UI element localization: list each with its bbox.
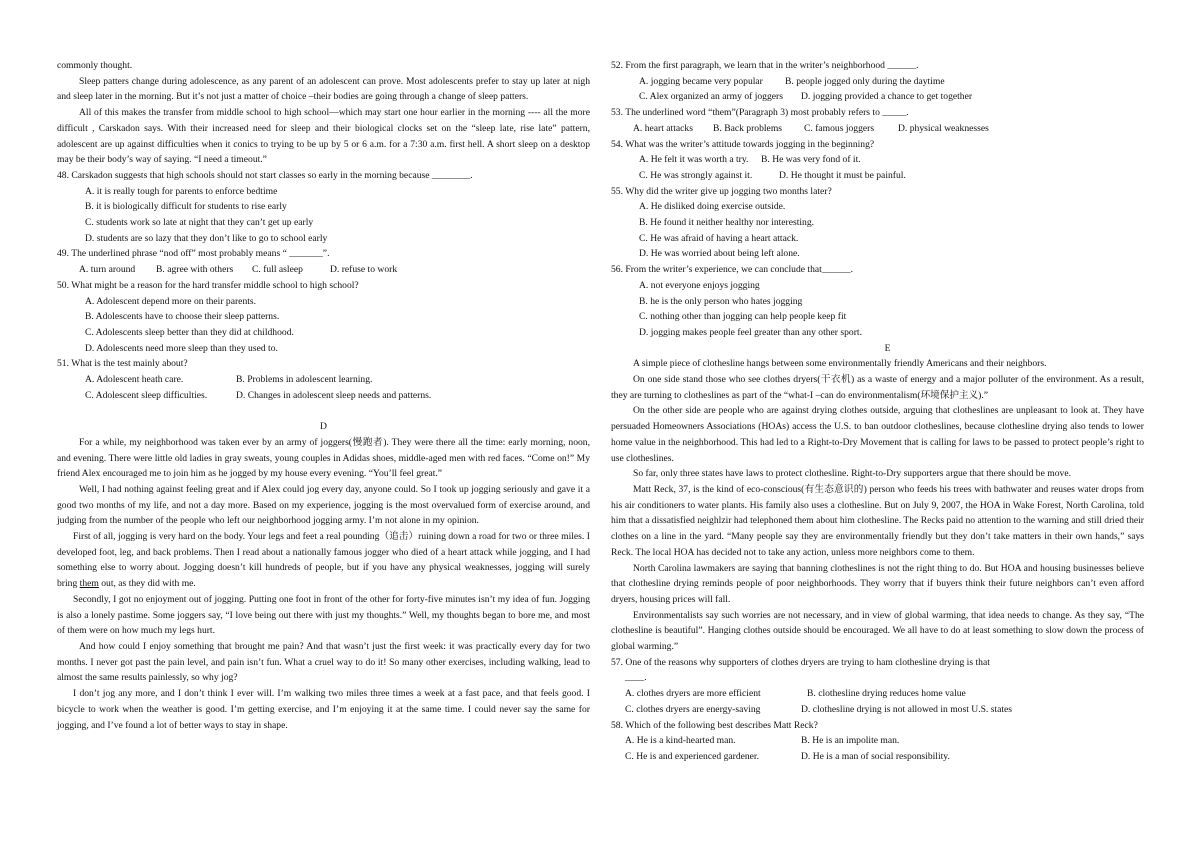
question-54: [611, 137, 1144, 184]
question-stem: 57. One of the reasons why supporters of clothes dryers are trying to ham clothesline drying is that: [611, 656, 990, 668]
option: C. He is and experienced gardener.: [625, 750, 759, 762]
question-stem: 55. Why did the writer give up jogging two months later?: [611, 185, 832, 197]
paragraph: On the other side are people who are against drying clothes outside, arguing that clotheslines are unpleasant to look at. They have persuaded Homeowners Associations (HOAs) access the U.S. to ban outdoor clotheslines, because clothesline drying also tends to lower home value in the neighborhood. This had led to a Right-to-Dry Movement that is calling for laws to be passed to protect people’s right to use clotheslines.: [611, 405, 1144, 464]
option: D. Changes in adolescent sleep needs and patterns.: [236, 389, 432, 401]
option: C. Adolescent sleep difficulties.: [85, 389, 208, 401]
question-stem: 58. Which of the following best describes Matt Reck?: [611, 719, 818, 731]
question-stem: 52. From the first paragraph, we learn that in the writer’s neighborhood ______.: [611, 60, 919, 71]
question-56: [611, 262, 1144, 341]
paragraph: Secondly, I got no enjoyment out of jogging. Putting one foot in front of the other for forty-five minutes isn’t my idea of fun. Jogging is also a lonely pastime. Some joggers say, “I love being out there with just my thoughts.” Well, my thoughts began to bore me, and most of them were on how much my legs hurt.: [57, 593, 590, 637]
option-row: [611, 168, 1144, 184]
option: A. not everyone enjoys jogging: [639, 279, 760, 291]
option: B. Adolescents have to choose their sleep patterns.: [85, 311, 280, 323]
option: D. He was worried about being left alone.: [639, 248, 800, 260]
option: C. full asleep: [252, 264, 303, 276]
option-row: [57, 372, 590, 388]
option-row: [611, 89, 1144, 105]
question-stem-blank: ____.: [625, 672, 647, 684]
option-row: [611, 152, 1144, 168]
option: A. turn around: [79, 264, 136, 276]
paragraph: Sleep patters change during adolescence, as any parent of an adolescent can prove. Most adolescents prefer to stay up later at nigh and sleep later in the morning. But it’s not just a matter of choice –their bodies are going through a change of sleep patters.: [57, 75, 590, 103]
left-column: [57, 58, 590, 733]
option: A. Adolescent depend more on their parents.: [85, 295, 257, 307]
paragraph: I don’t jog any more, and I don’t think I ever will. I’m walking two miles three times a week at a fast pace, and that feels good. I bicycle to work when the weather is good. I’m getting exercise, and I’m enjoying it at the same time. I could never say the same for jogging, and I’ve found a lot of better ways to stay in shape.: [57, 688, 590, 731]
option: D. Adolescents need more sleep than they used to.: [85, 342, 278, 354]
option: D. He is a man of social responsibility.: [801, 750, 950, 762]
question-stem: 50. What might be a reason for the hard transfer middle school to high school?: [57, 279, 359, 291]
question-48: [57, 168, 590, 247]
paragraph: Matt Reck, 37, is the kind of eco-conscious(有生态意识的) person who feeds his trees with bathwater and reuses water drops from his air conditioners to water plants. His family also uses a clothesline. But on July 9, 2007, the HOA in Wake Forest, North Carolina, told him that a dissatisfied neighlzir had telephoned them about him clothesline. The Recks paid no attention to the warning and still dried their clothes on a line in the yard. “Many people say they are environmentally friendly but they don’t take matters in their own hands,” says Reck. The local HOA has decided not to take any action, unless more neighbors come to them.: [611, 483, 1144, 558]
question-stem: 51. What is the test mainly about?: [57, 358, 188, 370]
option: C. nothing other than jogging can help people keep fit: [639, 311, 847, 323]
question-50: [57, 278, 590, 357]
right-column: [611, 58, 1144, 765]
question-stem: 53. The underlined word “them”(Paragraph 3) most probably refers to _____.: [611, 107, 909, 119]
paragraph: On one side stand those who see clothes dryers(干衣机) as a waste of energy and a major polluter of the environment. As a result, they are turning to clotheslines as part of the “what-I –can do environmentalism(环境保护主义).”: [611, 374, 1144, 401]
paragraph: Environmentalists say such worries are not necessary, and in view of global warming, that idea needs to change. As they say, “The clothesline is beautiful”. Hanging clothes outside should be encouraged. We all have to do at least something to slow down the process of global warming.”: [611, 609, 1144, 653]
underlined-word: them: [79, 578, 99, 590]
option: A. jogging became very popular: [639, 75, 763, 87]
option-row: [611, 74, 1144, 90]
option: D. clothesline drying is not allowed in most U.S. states: [801, 703, 1013, 715]
section-heading-e: E: [884, 342, 891, 354]
option: D. He thought it must be painful.: [779, 169, 906, 181]
option-row: [611, 733, 1144, 749]
option: D. jogging makes people feel greater than any other sport.: [639, 326, 862, 338]
option: A. He disliked doing exercise outside.: [639, 201, 786, 213]
paragraph: A simple piece of clothesline hangs between some environmentally friendly Americans and their neighbors.: [633, 358, 1047, 370]
question-58: [611, 718, 1144, 765]
question-stem: 48. Carskadon suggests that high schools should not start classes so early in the morning because ________.: [57, 169, 473, 181]
paragraph: [57, 529, 590, 592]
option: B. Back problems: [713, 122, 783, 134]
option: C. Adolescents sleep better than they did at childhood.: [85, 326, 294, 338]
section-heading-d: D: [320, 421, 327, 433]
text-run: First of all, jogging is very hard on the body. Your legs and feet a real pounding（追击）ruining down a road for two or three miles. I developed foot, leg, and back problems. Then I read about a nationally famous jogger who died of a heart attack while jogging, and I had something else to worry about. Jogging doesn’t kill hundreds of people, but if you have any physical weaknesses, jogging will surely bring: [57, 531, 590, 590]
option: D. students are so lazy that they don’t like to go to school early: [85, 232, 328, 244]
paragraph: So far, only three states have laws to protect clothesline. Right-to-Dry supporters argue that there should be move.: [633, 468, 1071, 480]
question-53: [611, 105, 1144, 136]
option: B. it is biologically difficult for students to rise early: [85, 201, 287, 213]
option: D. refuse to work: [330, 264, 398, 276]
option: B. He found it neither healthy nor interesting.: [639, 217, 815, 229]
option: B. he is the only person who hates jogging: [639, 295, 803, 307]
option: B. people jogged only during the daytime: [785, 75, 945, 87]
paragraph: Well, I had nothing against feeling great and if Alex could jog every day, anyone could. So I took up jogging seriously and gave it a good two months of my life, and not a day more. Based on my experience, jogging is the most overvalued form of exercise around, and judging from the number of the people who left our neighborhood jogging army. I’m not alone in my opinion.: [57, 483, 590, 527]
option: B. Problems in adolescent learning.: [236, 374, 373, 386]
question-stem: 56. From the writer’s experience, we can conclude that______.: [611, 264, 853, 276]
option: C. He was afraid of having a heart attack.: [639, 232, 799, 244]
paragraph: And how could I enjoy something that brought me pain? And that wasn’t just the first week: it was practically every day for two months. I never got past the pain level, and pain isn’t fun. What a cruel way to do it! So many other exercises, including walking, lead to almost the same results painlessly, so why jog?: [57, 641, 590, 684]
option: A. He felt it was worth a try.: [639, 154, 749, 166]
option: C. clothes dryers are energy-saving: [625, 703, 761, 715]
option-row: [611, 749, 1144, 765]
option: D. jogging provided a chance to get together: [801, 91, 973, 103]
option-row: [611, 702, 1144, 718]
option-row: [611, 686, 1144, 702]
option: B. He was very fond of it.: [761, 154, 861, 166]
question-57: [611, 655, 1144, 718]
text-run: out, as they did with me.: [98, 578, 196, 590]
option: A. heart attacks: [633, 122, 693, 134]
paragraph: North Carolina lawmakers are saying that banning clotheslines is not the right thing to do. But HOA and housing businesses believe that clothesline drying reminds people of poor neighborhoods. They worry that if buyers think their future neighbors can’t even afford dryers, housing prices will fall.: [611, 562, 1144, 605]
option: A. He is a kind-hearted man.: [625, 735, 736, 747]
paragraph: For a while, my neighborhood was taken ever by an army of joggers(慢跑者). They were there all the time: early morning, noon, and evening. There were little old ladies in gray sweats, young couples in Adidas shoes, middle-aged men with red faces. “Come on!” My friend Alex encouraged me to join him as he jogged by my house every evening. “You’ll feel great.”: [57, 436, 590, 480]
option: B. agree with others: [156, 264, 234, 276]
question-51: [57, 356, 590, 403]
question-52: [611, 58, 1144, 105]
option: A. it is really tough for parents to enforce bedtime: [85, 185, 278, 197]
option-row: [57, 388, 590, 404]
option: C. Alex organized an army of joggers: [639, 91, 783, 103]
option: C. famous joggers: [804, 122, 875, 134]
question-55: [611, 184, 1144, 263]
intro-line: commonly thought.: [57, 60, 133, 71]
option: D. physical weaknesses: [898, 122, 989, 134]
question-49: [57, 246, 590, 277]
paragraph: All of this makes the transfer from middle school to high school—which may start one hour earlier in the morning ---- all the more difficult , Carskadon says. With their increased need for sleep and their biological clocks set on the “sleep late, rise late” pattern, adolescent are up against difficulties when it conics to trying to be up by 5 or 6 a.m. for a 7:30 a.m. first hell. A short sleep on a desktop may be their body’s way of saying. “I need a timeout.”: [57, 107, 590, 166]
option: A. Adolescent heath care.: [85, 374, 184, 386]
option: C. students work so late at night that they can’t get up early: [85, 217, 314, 229]
question-stem: 54. What was the writer’s attitude towards jogging in the beginning?: [611, 138, 875, 150]
option: A. clothes dryers are more efficient: [625, 688, 761, 700]
option: B. He is an impolite man.: [801, 735, 900, 747]
option-row: [611, 121, 1144, 137]
option-row: [57, 262, 590, 278]
option: C. He was strongly against it.: [639, 169, 753, 181]
option: B. clothesline drying reduces home value: [807, 688, 966, 700]
question-stem: 49. The underlined phrase “nod off” most probably means “ _______”.: [57, 248, 330, 260]
